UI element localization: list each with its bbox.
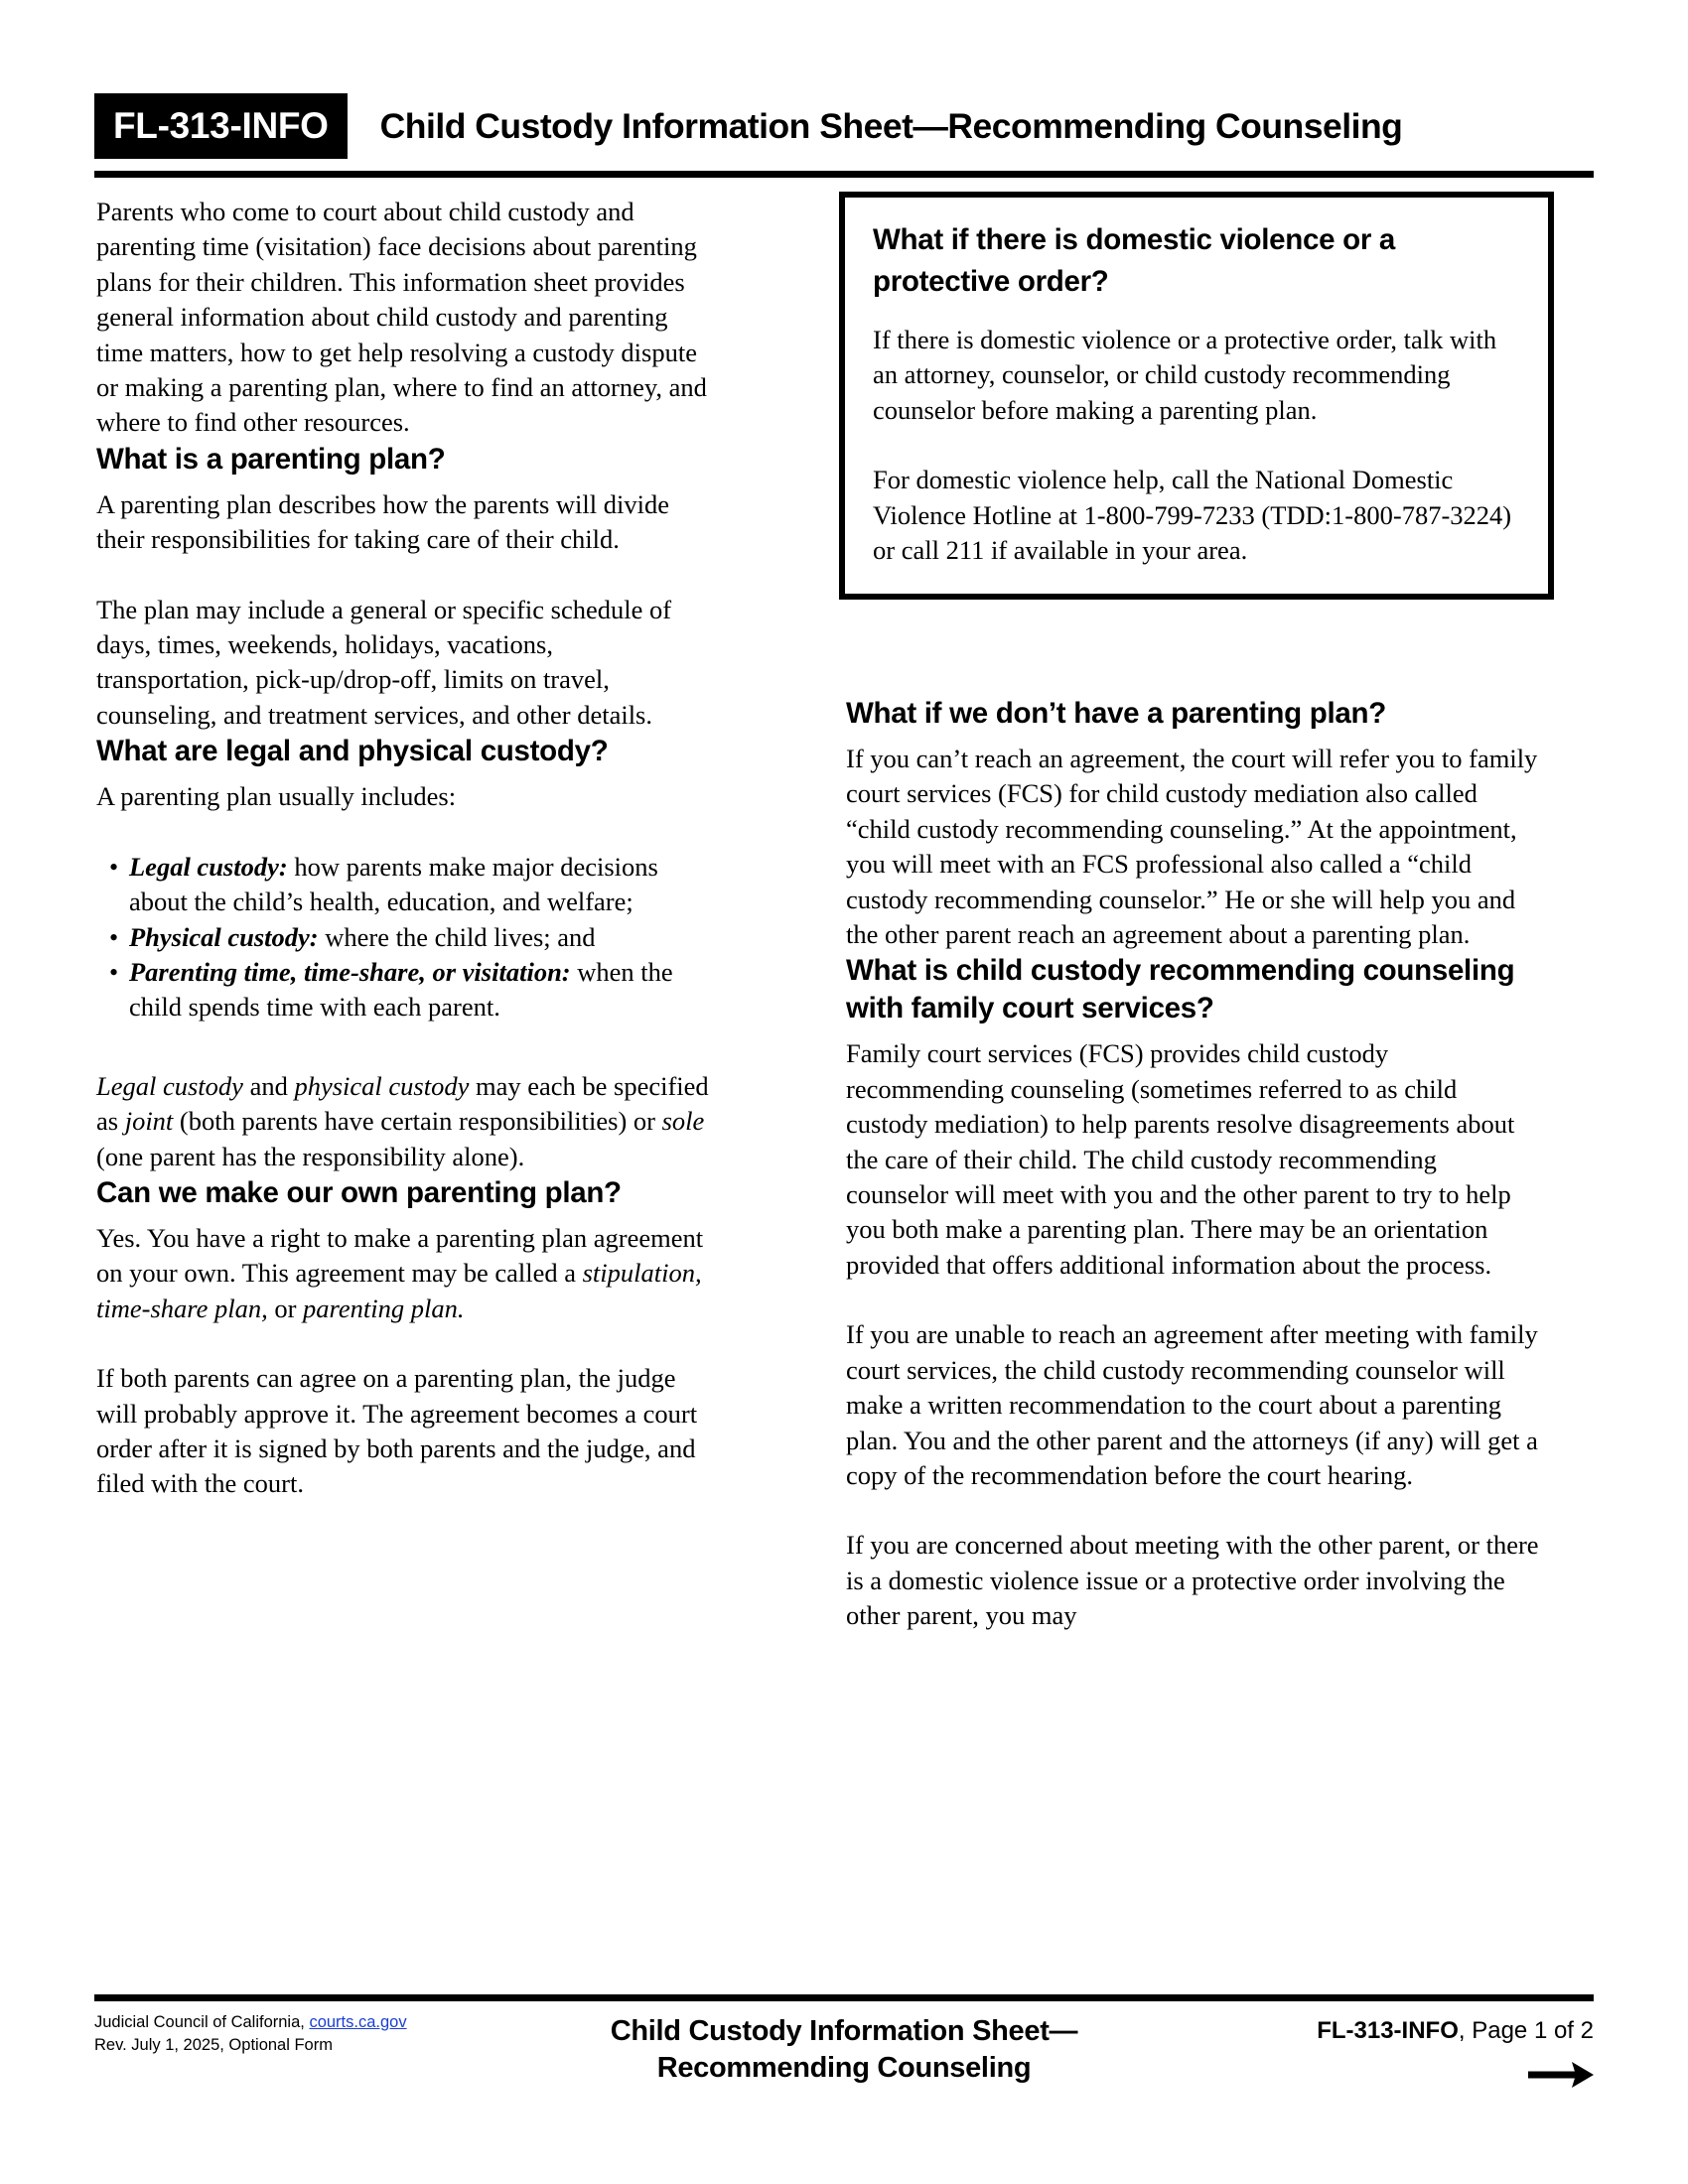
list-item <box>96 955 712 1025</box>
term-physical-custody: physical custody <box>294 1070 470 1101</box>
term-legal-custody: Legal custody <box>96 1070 243 1101</box>
heading-no-parenting-plan: What if we don’t have a parenting plan? <box>846 697 1386 730</box>
spacer <box>96 1326 712 1361</box>
page-header <box>94 95 1594 157</box>
list-item <box>96 920 712 955</box>
legal-custody-term: Legal custody: <box>129 851 288 882</box>
dv-paragraph-2: For domestic violence help, call the National Domestic Violence Hotline at 1-800-799-7233 (TDD:1-800-787-3224) or call 211 if available in your area. <box>873 465 1512 566</box>
legal-custody-text: how parents make major decisions about the child’s health, education, and welfare; <box>129 851 658 917</box>
council-prefix: Judicial Council of California, <box>94 2013 310 2031</box>
heading-legal-and-physical-custody: What are legal and physical custody? <box>96 735 609 768</box>
footer-form-number: FL-313-INFO <box>1317 2017 1459 2044</box>
parenting-time-term: Parenting time, time-share, or visitation: <box>129 956 571 987</box>
spacer <box>96 1025 712 1069</box>
parenting-time-text: when the child spends time with each parent. <box>129 956 673 1023</box>
heading-what-is-a-parenting-plan: What is a parenting plan? <box>96 442 446 476</box>
left-column <box>96 195 712 1502</box>
text-may-each-be: may each be specified as <box>96 1070 709 1137</box>
dv-paragraph-1: If there is domestic violence or a protective order, talk with an attorney, counselor, or child custody recommending counselor before making a parenting plan. <box>873 325 1497 425</box>
next-page-arrow-icon <box>1524 2058 1594 2092</box>
footer-page-label: , Page 1 of 2 <box>1458 2017 1594 2044</box>
heading-domestic-violence: What if there is domestic violence or a protective order? <box>873 223 1395 298</box>
intro-paragraph: Parents who come to court about child custody and parenting time (visitation) face decisions about parenting plans for their children. This information sheet provides general information about child custody and parenting time matters, how to get help resolving a custody dispute or making a parenting plan, where to find an attorney, and where to find other resources. <box>96 197 707 438</box>
revision-text: Rev. July 1, 2025, Optional Form <box>94 2036 333 2054</box>
spacer <box>96 558 712 593</box>
text-and: and <box>242 1070 295 1101</box>
no-plan-paragraph: If you can’t reach an agreement, the court will refer you to family court services (FCS) for child custody mediation also called “child custody recommending counseling.” At the appointment, you will meet with an FCS professional also called a “child custody recommending counselor.” He or she will help you and the other parent reach an agreement about a parenting plan. <box>846 744 1538 950</box>
fcs-paragraph-3: If you are concerned about meeting with the other parent, or there is a domestic violence issue or a protective order involving the other parent, you may <box>846 1530 1539 1631</box>
text-yes-right-to-make: Yes. You have a right to make a parenting plan agreement on your own. This agreement may be called a <box>96 1222 704 1289</box>
spacer <box>96 815 712 850</box>
custody-intro-paragraph: A parenting plan usually includes: <box>96 781 457 812</box>
term-sole: sole <box>661 1106 705 1137</box>
text-both-parents: (both parents have certain responsibilities) or <box>173 1106 662 1137</box>
term-stipulation-timeshare: stipulation, time-share plan, <box>96 1258 702 1323</box>
footer-title-line-1: Child Custody Information Sheet— <box>610 2015 1078 2047</box>
own-plan-paragraph <box>96 1221 712 1326</box>
custody-type-list <box>96 850 712 1025</box>
footer-title-line-2: Recommending Counseling <box>656 2052 1032 2084</box>
header-divider <box>94 171 1594 178</box>
heading-recommending-counseling-fcs: What is child custody recommending counseling with family court services? <box>846 954 1515 1025</box>
parenting-plan-paragraph-2: The plan may include a general or specific schedule of days, times, weekends, holidays, vacations, transportation, pick-up/drop-off, limits on travel, counseling, and treatment services, and other details. <box>96 594 672 730</box>
term-parenting-plan: parenting plan. <box>303 1293 465 1323</box>
spacer <box>873 428 1518 463</box>
form-number-badge: FL-313-INFO <box>94 93 348 159</box>
heading-make-our-own-parenting-plan: Can we make our own parenting plan? <box>96 1175 622 1209</box>
fcs-paragraph-1: Family court services (FCS) provides child custody recommending counseling (sometimes referred to as child custody mediation) to help parents resolve disagreements about the care of their child. The child custody recommending counselor will meet with you and the other parent to try to help you both make a parenting plan. There may be an orientation provided that offers additional information about the process. <box>846 1038 1515 1280</box>
physical-custody-term: Physical custody: <box>129 921 319 952</box>
text-responsibility-alone: (one parent has the responsibility alone). <box>96 1141 525 1171</box>
domestic-violence-callout-box <box>839 192 1554 600</box>
footer-divider <box>94 1994 1594 2001</box>
parenting-plan-paragraph-1: A parenting plan describes how the parents will divide their responsibilities for taking care of their child. <box>96 488 669 555</box>
right-column <box>846 695 1541 1634</box>
list-item <box>96 850 712 920</box>
term-joint: joint <box>124 1106 174 1137</box>
own-plan-closing-paragraph: If both parents can agree on a parenting plan, the judge will probably approve it. The agreement becomes a court order after it is signed by both parents and the judge, and filed with the court. <box>96 1363 698 1499</box>
text-or: or <box>267 1293 304 1323</box>
physical-custody-text: where the child lives; and <box>325 921 596 952</box>
page-footer <box>94 2011 1594 2140</box>
joint-sole-custody-paragraph <box>96 1069 712 1174</box>
spacer <box>846 1283 1541 1317</box>
courts-ca-gov-link[interactable]: courts.ca.gov <box>309 2013 407 2031</box>
fcs-paragraph-2: If you are unable to reach an agreement after meeting with family court services, the child custody recommending counselor will make a written recommendation to the court about a parenting plan. You and the other parent and the attorneys (if any) will get a copy of the recommendation before the court hearing. <box>846 1319 1538 1490</box>
footer-page-info <box>1317 2016 1594 2046</box>
page-title: Child Custody Information Sheet—Recommending Counseling <box>379 105 1403 146</box>
spacer <box>846 1493 1541 1528</box>
